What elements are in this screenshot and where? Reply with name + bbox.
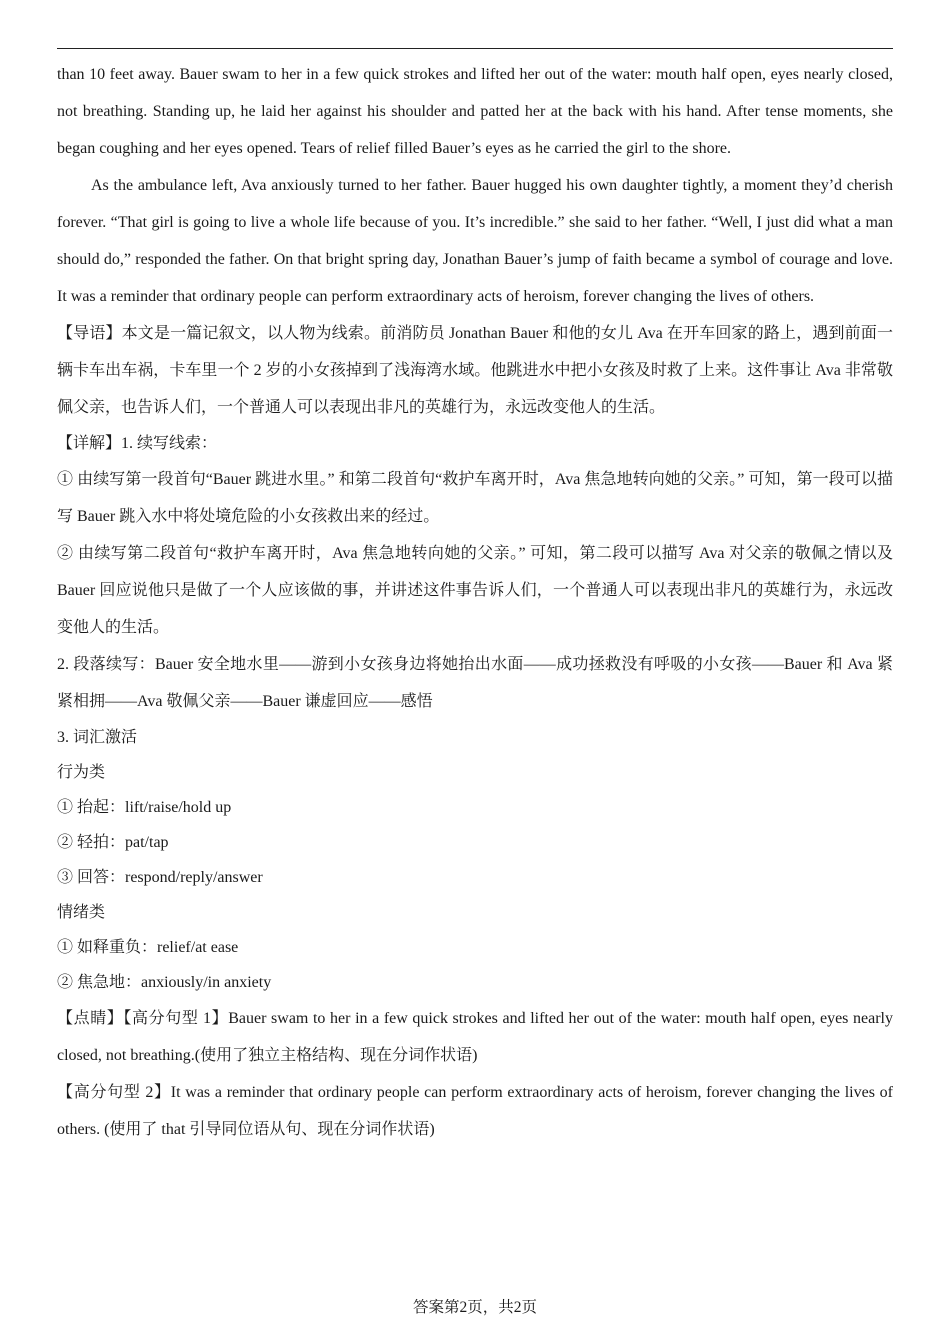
vocab-item: ① 抬起：lift/raise/hold up bbox=[57, 799, 232, 816]
story-paragraph-1: than 10 feet away. Bauer swam to her in a few quick strokes and lifted her out of the water: mouth half open, eyes nearly closed, not breathing. Standing up, he laid her against his shoulder and patted her at the back with his hand. After tense moments, she began coughing and her eyes opened. Tears of relief filled Bauer’s eyes as he carried the girl to the shore. bbox=[57, 66, 893, 157]
vocab-category-action: 行为类 bbox=[57, 764, 106, 781]
vocab-item: ② 焦急地：anxiously/in anxiety bbox=[57, 974, 272, 991]
clue-1: ① 由续写第一段首句“Bauer 跳进水里。” 和第二段首句“救护车离开时，Ava 焦急地转向她的父亲。” 可知，第一段可以描写 Bauer 跳入水中将处境危险的小女孩救出来的经过。 bbox=[57, 471, 893, 525]
vocab-item: ③ 回答：respond/reply/answer bbox=[57, 869, 263, 886]
vocab-heading: 3. 词汇激活 bbox=[57, 729, 138, 746]
detail-heading: 【详解】1. 续写线索： bbox=[57, 435, 218, 452]
clue-2: ② 由续写第二段首句“救护车离开时，Ava 焦急地转向她的父亲。” 可知，第二段可以描写 Ava 对父亲的敬佩之情以及 Bauer 回应说他只是做了一个人应该做的事，并讲述这件事告诉人们，一个普通人可以表现出非凡的英雄行为，永远改变他人的生活。 bbox=[57, 545, 893, 636]
page-footer: 答案第2页，共2页 bbox=[412, 1299, 537, 1316]
vocab-item: ② 轻拍：pat/tap bbox=[57, 834, 169, 851]
vocab-item: ① 如释重负：relief/at ease bbox=[57, 939, 239, 956]
key-sentence-1: 【点睛】【高分句型 1】Bauer swam to her in a few quick strokes and lifted her out of the water: mouth half open, eyes nearly closed, not breathing.(使用了独立主格结构、现在分词作状语) bbox=[57, 1010, 893, 1064]
page-content bbox=[57, 56, 893, 1148]
vocab-category-emotion: 情绪类 bbox=[57, 904, 106, 921]
key-sentence-2: 【高分句型 2】It was a reminder that ordinary people can perform extraordinary acts of heroism, forever changing the lives of others. (使用了 that 引导同位语从句、现在分词作状语) bbox=[57, 1084, 893, 1138]
header-rule bbox=[57, 48, 893, 49]
story-paragraph-2: As the ambulance left, Ava anxiously turned to her father. Bauer hugged his own daughter tightly, a moment they’d cherish forever. “That girl is going to live a whole life because of you. It’s incredible.” she said to her father. “Well, I just did what a man should do,” responded the father. On that bright spring day, Jonathan Bauer’s jump of faith became a symbol of courage and love. It was a reminder that ordinary people can perform extraordinary acts of heroism, forever changing the lives of others. bbox=[57, 177, 893, 305]
intro-section: 【导语】本文是一篇记叙文，以人物为线索。前消防员 Jonathan Bauer 和他的女儿 Ava 在开车回家的路上，遇到前面一辆卡车出车祸，卡车里一个 2 岁的小女孩掉到了浅海湾水域。他跳进水中把小女孩及时救了上来。这件事让 Ava 非常敬佩父亲，也告诉人们，一个普通人可以表现出非凡的英雄行为，永远改变他人的生活。 bbox=[57, 325, 893, 416]
paragraph-outline: 2. 段落续写：Bauer 安全地水里——游到小女孩身边将她抬出水面——成功拯救没有呼吸的小女孩——Bauer 和 Ava 紧紧相拥——Ava 敬佩父亲——Bauer 谦虚回应——感悟 bbox=[57, 656, 893, 710]
